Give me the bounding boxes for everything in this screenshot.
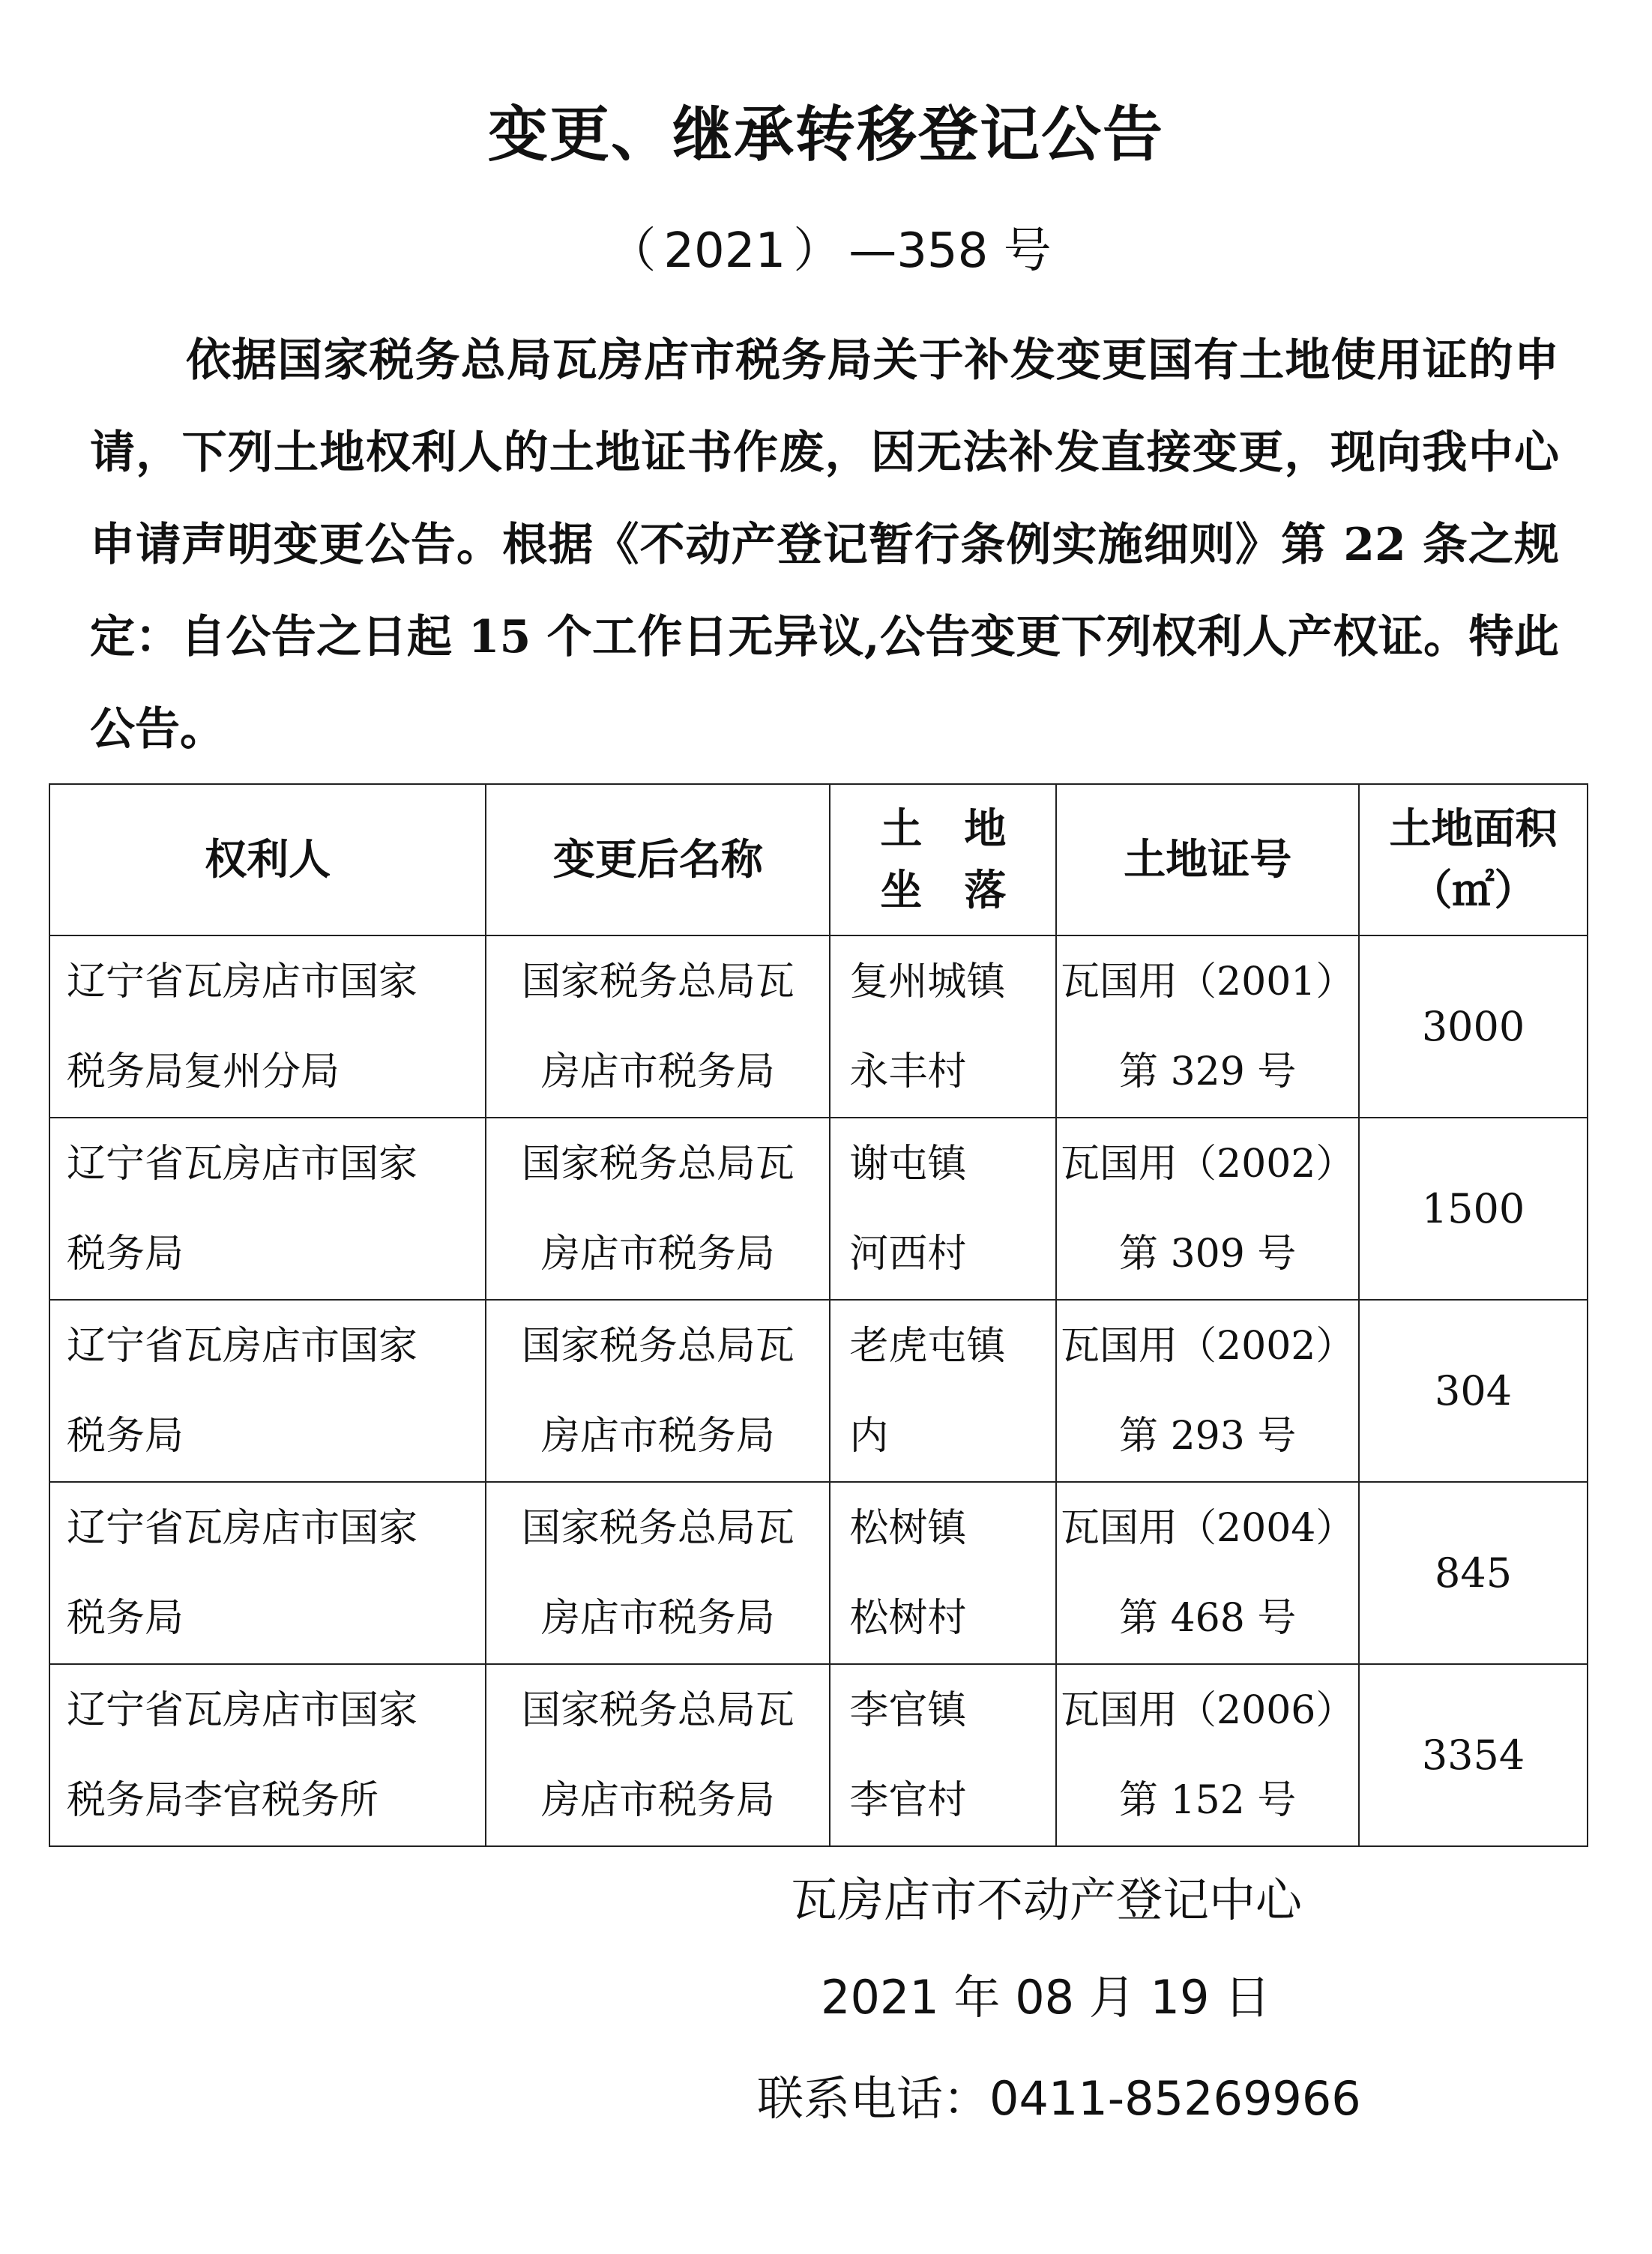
holder-line1: 辽宁省瓦房店市国家 — [67, 959, 418, 1004]
header-cert-no: 土地证号 — [1056, 784, 1359, 935]
header-location-line1: 土 地 — [880, 804, 1007, 854]
cell-new-name — [486, 1300, 830, 1482]
header-area-line1: 土地面积 — [1389, 804, 1558, 854]
header-holder: 权利人 — [49, 784, 486, 935]
notice-title: 变更、继承转移登记公告 — [488, 100, 1164, 169]
location-line2: 李官村 — [849, 1777, 967, 1823]
holder-line2: 税务局复州分局 — [67, 1049, 340, 1094]
cell-cert-no — [1056, 1118, 1359, 1300]
cell-holder — [49, 1664, 486, 1846]
holder-line1: 辽宁省瓦房店市国家 — [67, 1687, 418, 1733]
cell-area: 304 — [1359, 1300, 1588, 1482]
new-name-line2: 房店市税务局 — [540, 1777, 775, 1823]
cell-cert-no — [1056, 1664, 1359, 1846]
new-name-line1: 国家税务总局瓦 — [521, 1505, 795, 1551]
header-area — [1359, 784, 1588, 935]
location-line1: 李官镇 — [849, 1687, 967, 1733]
cell-location — [830, 1118, 1056, 1300]
cell-area: 3000 — [1359, 935, 1588, 1118]
header-new-name: 变更后名称 — [486, 784, 830, 935]
location-line2: 松树村 — [849, 1595, 967, 1641]
holder-line1: 辽宁省瓦房店市国家 — [67, 1141, 418, 1187]
issuing-organization: 瓦房店市不动产登记中心 — [791, 1872, 1303, 1927]
header-location-line2: 坐 落 — [880, 866, 1007, 915]
holder-line2: 税务局李官税务所 — [67, 1777, 379, 1823]
cell-location — [830, 1664, 1056, 1846]
location-line2: 永丰村 — [849, 1049, 967, 1094]
cert-line1: 瓦国用（2001） — [1061, 959, 1355, 1004]
new-name-line1: 国家税务总局瓦 — [521, 1141, 795, 1187]
holder-line1: 辽宁省瓦房店市国家 — [67, 1323, 418, 1369]
phone-label: 联系电话： — [757, 2071, 990, 2126]
cert-line2: 第 468 号 — [1119, 1595, 1297, 1641]
holder-line2: 税务局 — [67, 1595, 184, 1641]
cell-new-name — [486, 1482, 830, 1664]
phone-number: 0411-85269966 — [989, 2071, 1361, 2126]
new-name-line2: 房店市税务局 — [540, 1595, 775, 1641]
location-line2: 河西村 — [849, 1231, 967, 1277]
doc-number-open: （ — [608, 223, 657, 279]
table-row — [49, 1664, 1588, 1846]
cell-holder — [49, 935, 486, 1118]
header-location — [830, 784, 1056, 935]
new-name-line1: 国家税务总局瓦 — [521, 959, 795, 1004]
new-name-line1: 国家税务总局瓦 — [521, 1687, 795, 1733]
holder-line1: 辽宁省瓦房店市国家 — [67, 1505, 418, 1551]
cell-new-name — [486, 935, 830, 1118]
cert-line1: 瓦国用（2002） — [1061, 1323, 1355, 1369]
cert-line2: 第 329 号 — [1119, 1049, 1297, 1094]
cert-line2: 第 152 号 — [1119, 1777, 1297, 1823]
cell-area: 1500 — [1359, 1118, 1588, 1300]
contact-phone — [757, 2065, 1432, 2133]
doc-number-close: ） — [793, 223, 842, 279]
cert-line1: 瓦国用（2006） — [1061, 1687, 1355, 1733]
notice-body: 依据国家税务总局瓦房店市税务局关于补发变更国有土地使用证的申请，下列土地权利人的土地证书作废，因无法补发直接变更，现向我中心申请声明变更公告。根据《不动产登记暂行条例实施细则》第 22 条之规定：自公告之日起 15 个工作日无异议,公告变更下列权利人产权证。特此公告。 — [90, 334, 1559, 756]
cert-line1: 瓦国用（2002） — [1061, 1141, 1355, 1187]
document-number — [0, 217, 1652, 285]
table-row — [49, 1300, 1588, 1482]
doc-number-rest: —358 号 — [848, 223, 1052, 279]
holder-line2: 税务局 — [67, 1413, 184, 1459]
cell-area: 845 — [1359, 1482, 1588, 1664]
table-header-row — [49, 784, 1588, 935]
new-name-line1: 国家税务总局瓦 — [521, 1323, 795, 1369]
location-line1: 老虎屯镇 — [849, 1323, 1006, 1369]
table-row — [49, 1118, 1588, 1300]
holder-line2: 税务局 — [67, 1231, 184, 1277]
doc-number-year: 2021 — [663, 223, 786, 279]
cell-new-name — [486, 1664, 830, 1846]
new-name-line2: 房店市税务局 — [540, 1231, 775, 1277]
cell-holder — [49, 1118, 486, 1300]
cert-line1: 瓦国用（2004） — [1061, 1505, 1355, 1551]
cell-location — [830, 1482, 1056, 1664]
cell-cert-no — [1056, 1482, 1359, 1664]
location-line1: 谢屯镇 — [849, 1141, 967, 1187]
header-area-line2: （㎡） — [1410, 866, 1537, 915]
issue-date: 2021 年 08 月 19 日 — [821, 1970, 1271, 2025]
cell-cert-no — [1056, 935, 1359, 1118]
location-line1: 复州城镇 — [849, 959, 1006, 1004]
cell-location — [830, 935, 1056, 1118]
registration-table — [49, 783, 1588, 1847]
location-line2: 内 — [849, 1413, 889, 1459]
cell-holder — [49, 1300, 486, 1482]
cell-holder — [49, 1482, 486, 1664]
cell-location — [830, 1300, 1056, 1482]
location-line1: 松树镇 — [849, 1505, 967, 1551]
cell-area: 3354 — [1359, 1664, 1588, 1846]
table-row — [49, 1482, 1588, 1664]
cell-cert-no — [1056, 1300, 1359, 1482]
new-name-line2: 房店市税务局 — [540, 1413, 775, 1459]
cert-line2: 第 309 号 — [1119, 1231, 1297, 1277]
cert-line2: 第 293 号 — [1119, 1413, 1297, 1459]
table-row — [49, 935, 1588, 1118]
new-name-line2: 房店市税务局 — [540, 1049, 775, 1094]
cell-new-name — [486, 1118, 830, 1300]
